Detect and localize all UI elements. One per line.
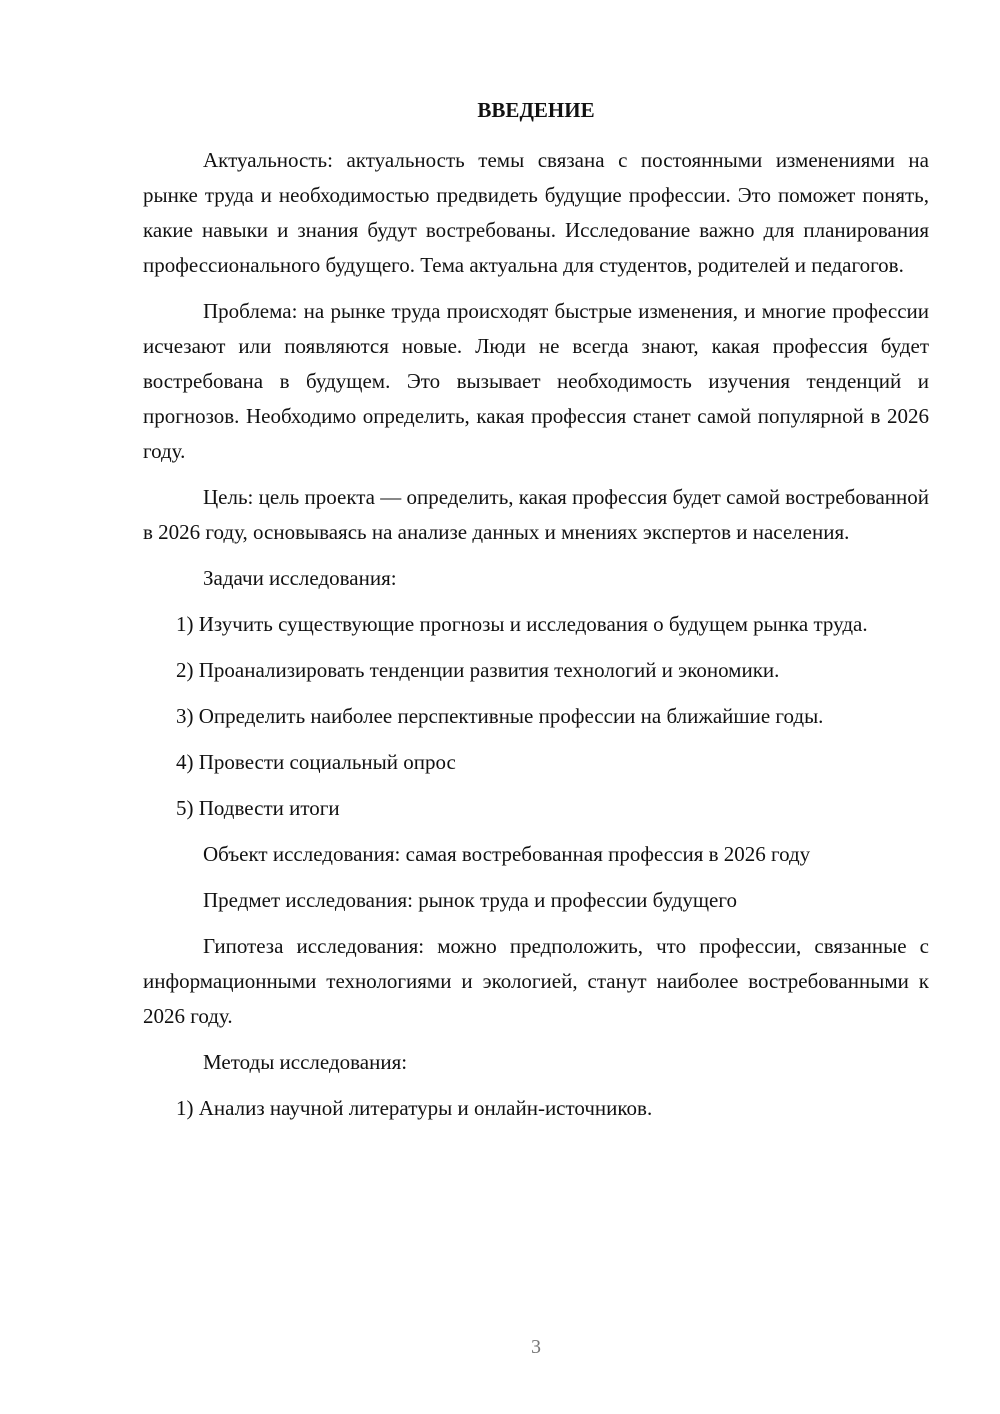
research-object: Объект исследования: самая востребованная профессия в 2026 году <box>203 842 811 866</box>
document-page <box>143 96 929 1137</box>
task-item: 2) Проанализировать тенденции развития технологий и экономики. <box>176 658 780 682</box>
section-heading: ВВЕДЕНИЕ <box>477 98 595 122</box>
task-item: 3) Определить наиболее перспективные профессии на ближайшие годы. <box>176 704 824 728</box>
method-item: 1) Анализ научной литературы и онлайн-источников. <box>176 1096 653 1120</box>
page-number: 3 <box>531 1336 541 1358</box>
problem-paragraph: Проблема: на рынке труда происходят быстрые изменения, и многие профессии исчезают или появляются новые. Люди не всегда знают, какая профессия будет востребована в будущем. Это вызывает необходимость изучения тенденций и прогнозов. Необходимо определить, какая профессия станет самой популярной в 2026 году. <box>143 299 929 463</box>
hypothesis-paragraph: Гипотеза исследования: можно предположить, что профессии, связанные с информационными технологиями и экологией, станут наиболее востребованными к 2026 году. <box>143 934 929 1028</box>
tasks-title: Задачи исследования: <box>203 566 397 590</box>
task-item: 1) Изучить существующие прогнозы и исследования о будущем рынка труда. <box>176 612 868 636</box>
relevance-paragraph: Актуальность: актуальность темы связана с постоянными изменениями на рынке труда и необходимостью предвидеть будущие профессии. Это поможет понять, какие навыки и знания будут востребованы. Исследование важно для планирования профессионального будущего. Тема актуальна для студентов, родителей и педагогов. <box>143 148 929 277</box>
goal-paragraph: Цель: цель проекта — определить, какая профессия будет самой востребованной в 2026 году, основываясь на анализе данных и мнениях экспертов и населения. <box>143 485 929 544</box>
task-item: 5) Подвести итоги <box>176 796 340 820</box>
task-item: 4) Провести социальный опрос <box>176 750 456 774</box>
methods-title: Методы исследования: <box>203 1050 408 1074</box>
research-subject: Предмет исследования: рынок труда и профессии будущего <box>203 888 737 912</box>
